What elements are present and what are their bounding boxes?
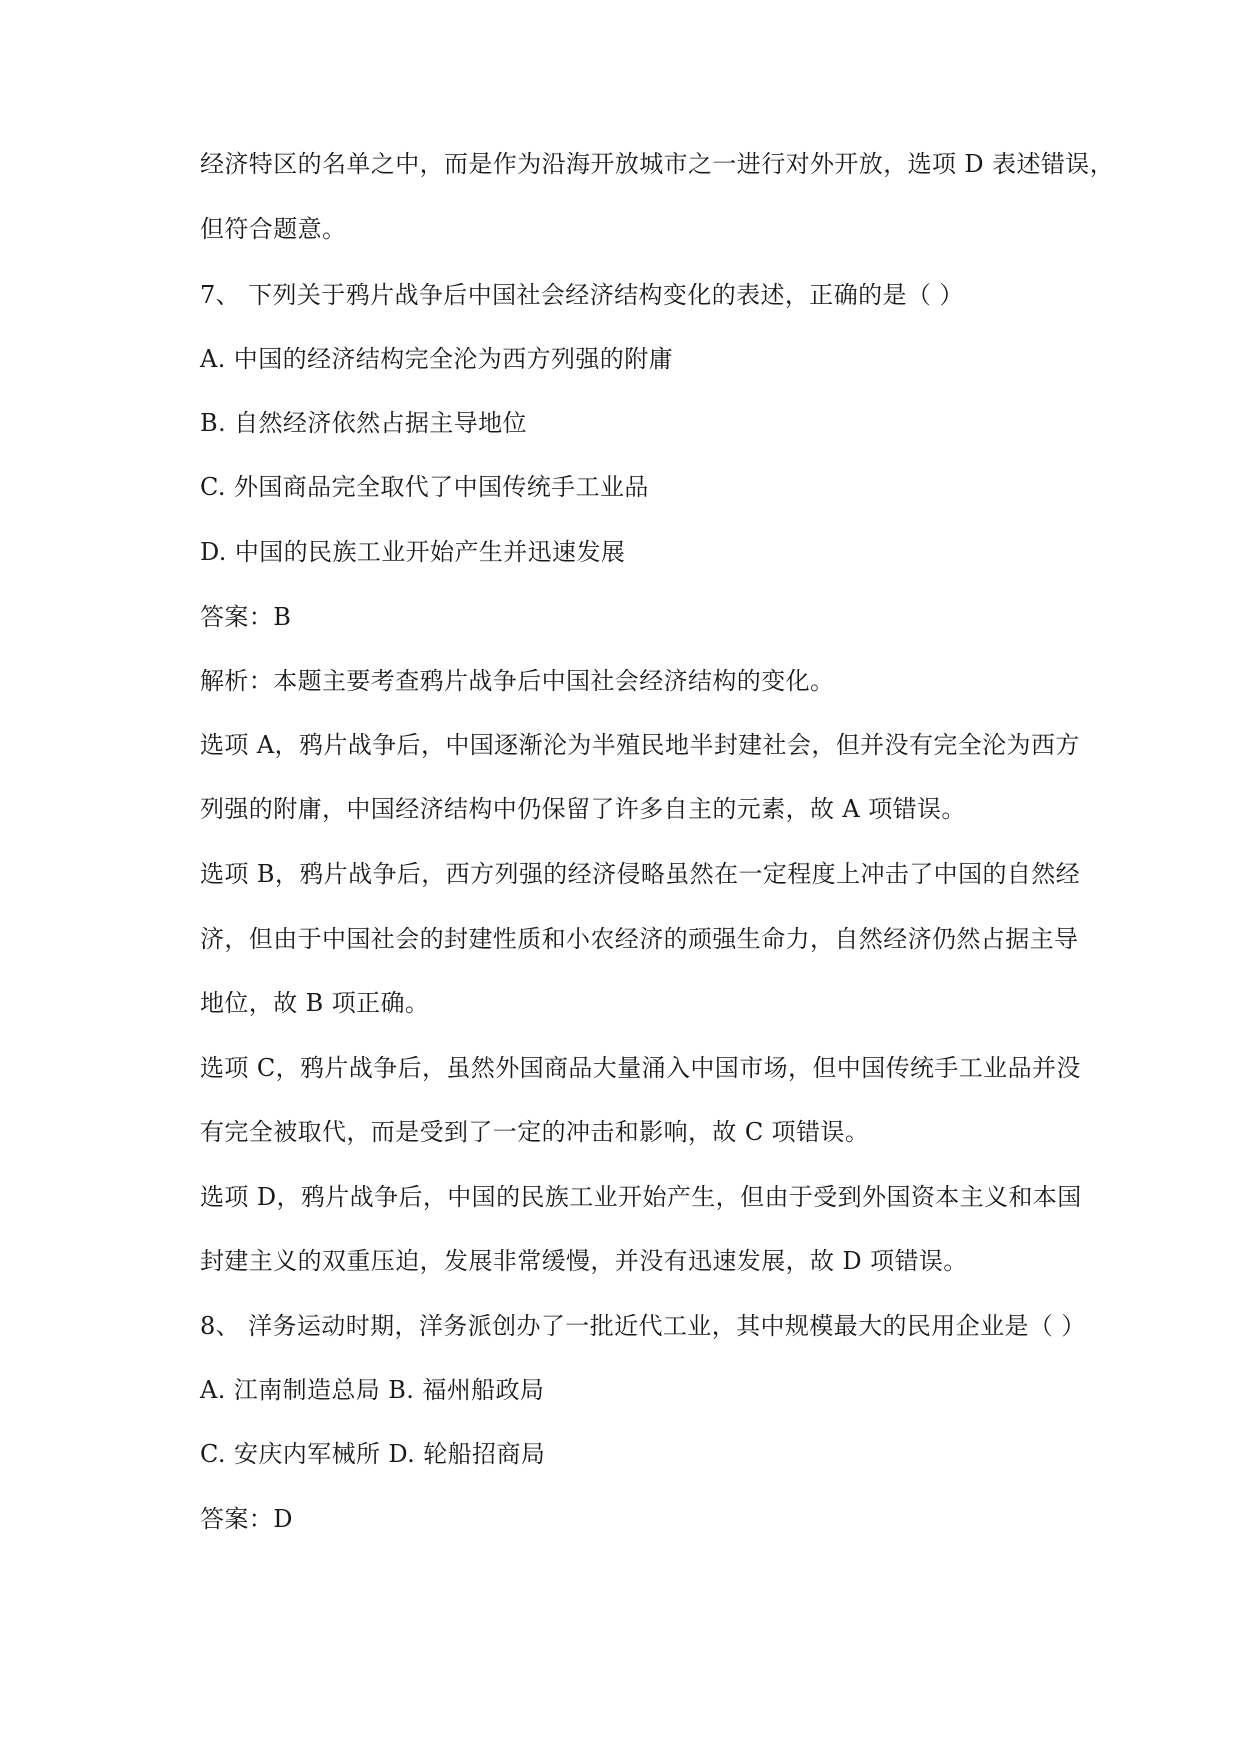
paragraph-line: 经济特区的名单之中，而是作为沿海开放城市之一进行对外开放，选项 D 表述错误， [200, 150, 1115, 178]
analysis-line: 有完全被取代，而是受到了一定的冲击和影响，故 C 项错误。 [200, 1118, 870, 1146]
paragraph-line: 但符合题意。 [200, 215, 347, 243]
analysis-line: 济，但由于中国社会的封建性质和小农经济的顽强生命力，自然经济仍然占据主导 [200, 925, 1079, 953]
question-8-options-ab: A. 江南制造总局 B. 福州船政局 [200, 1376, 545, 1404]
question-7-analysis: 解析：本题主要考查鸦片战争后中国社会经济结构的变化。 [200, 667, 835, 695]
question-8-options-cd: C. 安庆内军械所 D. 轮船招商局 [200, 1440, 546, 1468]
question-8-stem: 8、 洋务运动时期，洋务派创办了一批近代工业，其中规模最大的民用企业是（ ） [200, 1312, 1086, 1340]
analysis-line: 选项 C，鸦片战争后，虽然外国商品大量涌入中国市场，但中国传统手工业品并没 [200, 1054, 1081, 1082]
question-7-option-a: A. 中国的经济结构完全沦为西方列强的附庸 [200, 345, 673, 373]
question-7-option-b: B. 自然经济依然占据主导地位 [200, 409, 527, 437]
analysis-line: 选项 B，鸦片战争后，西方列强的经济侵略虽然在一定程度上冲击了中国的自然经 [200, 860, 1081, 888]
analysis-line: 封建主义的双重压迫，发展非常缓慢，并没有迅速发展，故 D 项错误。 [200, 1247, 968, 1275]
question-7-answer: 答案：B [200, 603, 292, 631]
analysis-line: 地位，故 B 项正确。 [200, 989, 430, 1017]
question-8-answer: 答案：D [200, 1505, 293, 1533]
analysis-line: 选项 D，鸦片战争后，中国的民族工业开始产生，但由于受到外国资本主义和本国 [200, 1183, 1082, 1211]
analysis-line: 选项 A，鸦片战争后，中国逐渐沦为半殖民地半封建社会，但并没有完全沦为西方 [200, 731, 1080, 759]
question-7-option-d: D. 中国的民族工业开始产生并迅速发展 [200, 538, 626, 566]
analysis-line: 列强的附庸，中国经济结构中仍保留了许多自主的元素，故 A 项错误。 [200, 795, 966, 823]
question-7-option-c: C. 外国商品完全取代了中国传统手工业品 [200, 473, 649, 501]
question-7-stem: 7、 下列关于鸦片战争后中国社会经济结构变化的表述，正确的是（ ） [200, 281, 964, 309]
